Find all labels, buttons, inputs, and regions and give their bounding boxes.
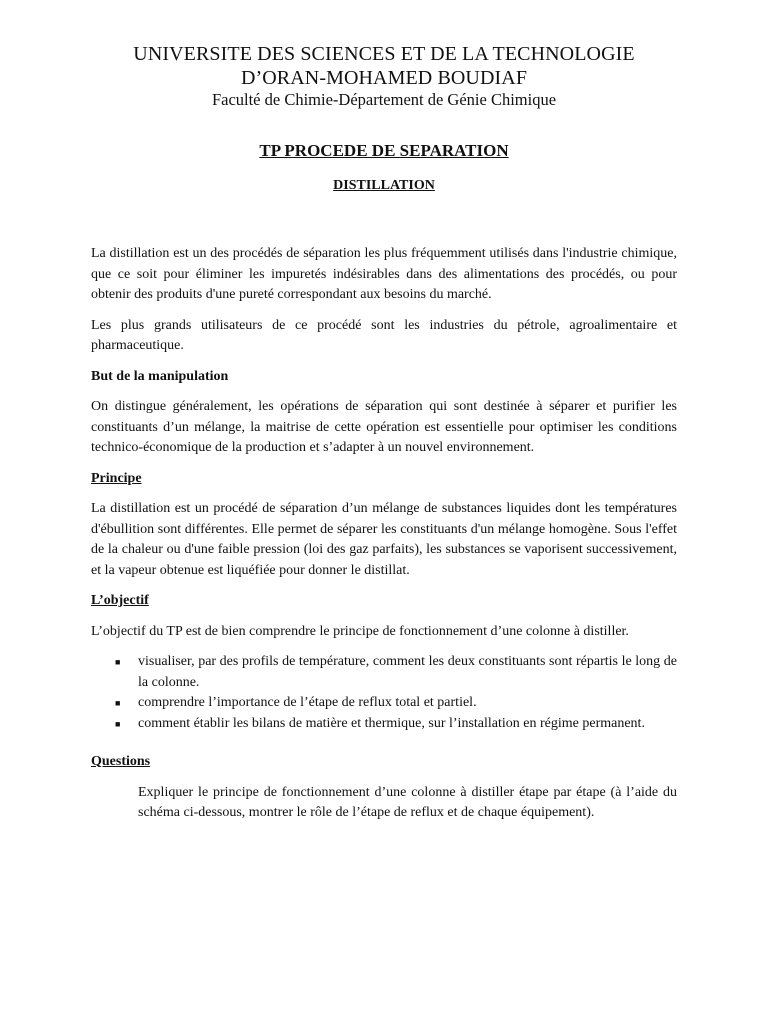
bullet-text: visualiser, par des profils de température, comment les deux constituants sont répartis le long de la colonne. xyxy=(138,654,677,690)
objectif-paragraph: L’objectif du TP est de bien comprendre le principe de fonctionnement d’une colonne à distiller. xyxy=(91,623,629,639)
but-paragraph: On distingue généralement, les opérations de séparation qui sont destinée à séparer et purifier les constituants d’un mélange, la maitrise de cette opération est essentielle pour optimiser les conditions technico-économique de la production et s’adapter à un nouvel environnement. xyxy=(91,399,677,455)
bullet-text: comment établir les bilans de matière et thermique, sur l’installation en régime permanent. xyxy=(138,715,645,731)
questions-paragraph: Expliquer le principe de fonctionnement d’une colonne à distiller étape par étape (à l’aide du schéma ci-dessous, montrer le rôle de l’étape de reflux et de chaque équipement). xyxy=(138,784,677,820)
intro-paragraph-1: La distillation est un des procédés de séparation les plus fréquemment utilisés dans l'industrie chimique, que ce soit pour éliminer les impuretés indésirables dans des alimentations des procédés, ou pour obtenir des produits d'une pureté correspondant aux besoins du marché. xyxy=(91,246,677,302)
university-name-line2: D’ORAN-MOHAMED BOUDIAF xyxy=(240,67,528,89)
document-body xyxy=(91,244,677,824)
document-title: TP PROCEDE DE SEPARATION xyxy=(259,141,509,160)
document-subtitle: DISTILLATION xyxy=(333,178,435,193)
list-item xyxy=(91,652,677,693)
bullet-icon: ■ xyxy=(115,718,121,729)
principe-paragraph: La distillation est un procédé de séparation d’un mélange de substances liquides dont les températures d'ébullition sont différentes. Elle permet de séparer les constituants d'un mélange homogène. Sous l'effet de la chaleur ou d'une faible pression (loi des gaz parfaits), les substances se vaporisent successivement, et la vapeur obtenue est liquéfiée pour donner le distillat. xyxy=(91,501,677,578)
section-heading-objectif: L’objectif xyxy=(91,593,149,608)
section-heading-principe: Principe xyxy=(91,470,142,486)
faculty-name: Faculté de Chimie-Département de Génie Chimique xyxy=(211,90,557,109)
document-header xyxy=(0,42,768,110)
list-item xyxy=(91,693,677,714)
section-heading-questions: Questions xyxy=(91,754,151,769)
list-item xyxy=(91,714,677,735)
intro-paragraph-2: Les plus grands utilisateurs de ce procédé sont les industries du pétrole, agroalimentaire et pharmaceutique. xyxy=(91,317,677,353)
bullet-icon: ■ xyxy=(115,698,121,708)
section-heading-but: But de la manipulation xyxy=(91,368,229,384)
objectif-bullet-list xyxy=(91,652,677,734)
bullet-icon: ■ xyxy=(115,657,121,667)
bullet-text: comprendre l’importance de l’étape de reflux total et partiel. xyxy=(138,695,477,710)
university-name-line1: UNIVERSITE DES SCIENCES ET DE LA TECHNOLOGIE xyxy=(133,43,635,65)
